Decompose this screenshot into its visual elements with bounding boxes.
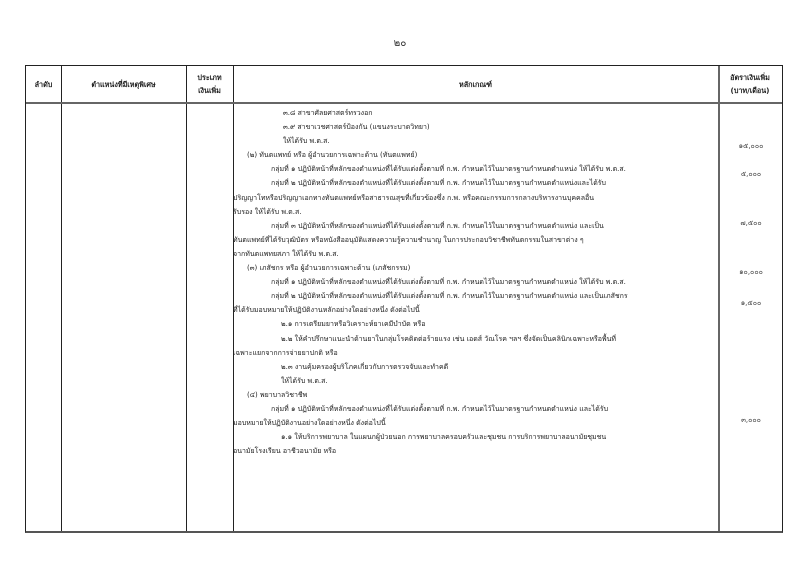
criteria-line: กลุ่มที่ ๑ ปฏิบัติหน้าที่หลักของตำแหน่งที่ได้รับแต่งตั้งตามที่ ก.พ. กำหนดไว้ในมาตรฐานกำหนดตำแหน่ง ให้ได้รับ พ.ต.ส. <box>271 278 626 287</box>
criteria-line: กลุ่มที่ ๒ ปฏิบัติหน้าที่หลักของตำแหน่งที่ได้รับแต่งตั้งตามที่ ก.พ. กำหนดไว้ในมาตรฐานกำหนดตำแหน่ง และเป็นเภสัชกร <box>271 292 628 301</box>
criteria-line: ให้ได้รับ พ.ต.ส. <box>281 376 328 385</box>
header-criteria: หลักเกณฑ์ <box>459 79 492 89</box>
rate-amount: ๗,๕๐๐ <box>740 219 762 227</box>
rate-amount: ๑,๕๐๐ <box>740 299 762 307</box>
criteria-line: ๓.๙ สาขาเวชศาสตร์ป้องกัน (แขนงระบาดวิทยา) <box>283 123 430 132</box>
column-divider <box>61 66 62 531</box>
header-allowance-type: ประเภท เงินเพิ่ม <box>197 73 222 95</box>
criteria-line: มอบหมายให้ปฏิบัติงานอย่างใดอย่างหนึ่ง ดังต่อไปนี้ <box>233 419 386 428</box>
criteria-line: อนามัยโรงเรียน อาชีวอนามัย หรือ <box>233 447 337 456</box>
rate-amount: ๕,๐๐๐ <box>740 170 762 178</box>
criteria-line: (๒) ทันตแพทย์ หรือ ผู้อำนวยการเฉพาะด้าน (ทันตแพทย์) <box>247 151 418 160</box>
criteria-line: ปริญญาโทหรือปริญญาเอกทางทันตแพทย์หรือสาธารณสุขที่เกี่ยวข้องซึ่ง ก.พ. หรือคณะกรรมการกลางบริหารงานบุคคลอื่น <box>233 193 594 202</box>
allowance-table <box>25 65 783 533</box>
criteria-line: ๒.๒ ให้คำปรึกษาแนะนำด้านยาในกลุ่มโรคติดต่อร้ายแรง เช่น เอดส์ วัณโรค ฯลฯ ซึ่งจัดเป็นคลินิกเฉพาะหรือพื้นที่ <box>281 334 616 343</box>
criteria-line: (๔) พยาบาลวิชาชีพ <box>247 390 308 399</box>
criteria-line: กลุ่มที่ ๑ ปฏิบัติหน้าที่หลักของตำแหน่งที่ได้รับแต่งตั้งตามที่ ก.พ. กำหนดไว้ในมาตรฐานกำหนดตำแหน่ง ให้ได้รับ พ.ต.ส. <box>271 165 626 174</box>
column-divider <box>186 66 187 531</box>
criteria-line: ๒.๓ งานคุ้มครองผู้บริโภคเกี่ยวกับการตรวจจับและทำคดี <box>281 362 449 371</box>
criteria-line: กลุ่มที่ ๓ ปฏิบัติหน้าที่หลักของตำแหน่งที่ได้รับแต่งตั้งตามที่ ก.พ. กำหนดไว้ในมาตรฐานกำหนดตำแหน่ง และเป็น <box>271 221 604 230</box>
criteria-text <box>233 106 718 458</box>
criteria-line: กลุ่มที่ ๒ ปฏิบัติหน้าที่หลักของตำแหน่งที่ได้รับแต่งตั้งตามที่ ก.พ. กำหนดไว้ในมาตรฐานกำหนดตำแหน่งและได้รับ <box>271 179 606 188</box>
header-position: ตำแหน่งที่มีเหตุพิเศษ <box>91 79 156 89</box>
criteria-line: ๓.๘ สาขาศัลยศาสตร์ทรวงอก <box>283 109 373 117</box>
rate-amount: ๑๐,๐๐๐ <box>739 268 763 276</box>
page-number: ๒๐ <box>393 38 407 49</box>
criteria-line: ให้ได้รับ พ.ต.ส. <box>283 137 330 146</box>
rate-amount: ๑๕,๐๐๐ <box>738 142 764 150</box>
header-divider <box>26 102 782 104</box>
criteria-line: ที่ได้รับมอบหมายให้ปฏิบัติงานหลักอย่างใดอย่างหนึ่ง ดังต่อไปนี้ <box>233 306 420 315</box>
criteria-line: ทันตแพทย์ที่ได้รับวุฒิบัตร หรือหนังสืออนุมัติแสดงความรู้ความชำนาญ ในการประกอบวิชาชีพทันตกรรมในสาขาต่าง ๆ <box>233 235 584 244</box>
criteria-line: เฉพาะแยกจากการจ่ายยาปกติ หรือ <box>233 348 338 357</box>
criteria-line: รับรอง ให้ได้รับ พ.ต.ส. <box>233 207 302 216</box>
criteria-line: จากทันตแพทยสภา ให้ได้รับ พ.ต.ส. <box>233 249 339 258</box>
header-order: ลำดับ <box>34 79 53 89</box>
criteria-line: กลุ่มที่ ๑ ปฏิบัติหน้าที่หลักของตำแหน่งที่ได้รับแต่งตั้งตามที่ ก.พ. กำหนดไว้ในมาตรฐานกำหนดตำแหน่ง และได้รับ <box>271 404 609 413</box>
criteria-line: ๒.๑ การเตรียมยาหรือวิเคราะห์ยาเคมีบำบัด หรือ <box>281 320 426 329</box>
criteria-line: (๓) เภสัชกร หรือ ผู้อำนวยการเฉพาะด้าน (เภสัชกรรม) <box>247 264 411 273</box>
criteria-line: ๑.๑ ให้บริการพยาบาล ในแผนกผู้ป่วยนอก การพยาบาลครอบครัวและชุมชน การบริการพยาบาลอนามัยชุมชน <box>281 433 607 442</box>
header-rate: อัตราเงินเพิ่ม (บาท/เดือน) <box>730 73 770 95</box>
rate-amount: ๓,๐๐๐ <box>741 416 761 424</box>
